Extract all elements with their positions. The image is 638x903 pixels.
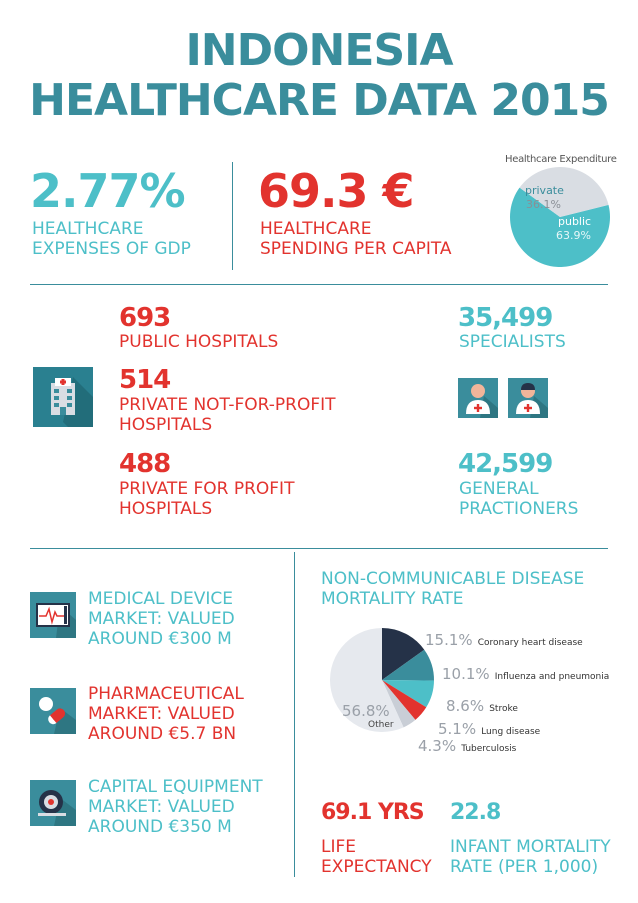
ncd-item-1-pct: 15.1% <box>425 631 473 649</box>
life-expectancy-label-2: EXPECTANCY <box>321 857 432 877</box>
ncd-item-1-name: Coronary heart disease <box>477 638 583 648</box>
ncd-other-pct: 56.8% <box>342 702 390 720</box>
medical-market-l2: MARKET: VALUED <box>88 609 235 629</box>
ncd-item-2 <box>442 664 609 683</box>
hospital-icon <box>33 367 93 427</box>
gdp-label-1: HEALTHCARE <box>32 219 144 239</box>
top-divider <box>232 162 233 270</box>
forprofit-hospitals-label-2: HOSPITALS <box>119 499 213 519</box>
divider-2 <box>30 548 608 549</box>
capita-value: 69.3 € <box>258 164 414 218</box>
pharma-market-l1: PHARMACEUTICAL <box>88 684 244 704</box>
specialists-label: SPECIALISTS <box>459 332 566 352</box>
bottom-divider <box>294 552 295 877</box>
public-hospitals-label: PUBLIC HOSPITALS <box>119 332 279 352</box>
ncd-item-3-name: Stroke <box>489 704 518 714</box>
ncd-title-1: NON-COMMUNICABLE DISEASE <box>321 569 585 589</box>
life-expectancy-value: 69.1 YRS <box>321 800 424 825</box>
gp-label-2: PRACTIONERS <box>459 499 579 519</box>
ncd-item-2-name: Influenza and pneumonia <box>494 672 610 682</box>
infant-mortality-label-1: INFANT MORTALITY <box>450 837 611 857</box>
ncd-title-2: MORTALITY RATE <box>321 589 464 609</box>
infant-mortality-label-2: RATE (PER 1,000) <box>450 857 599 877</box>
nonprofit-hospitals-label-2: HOSPITALS <box>119 415 213 435</box>
infant-mortality-value: 22.8 <box>450 800 501 825</box>
scanner-icon <box>30 780 76 826</box>
ncd-item-2-pct: 10.1% <box>442 665 490 683</box>
forprofit-hospitals-label-1: PRIVATE FOR PROFIT <box>119 479 295 499</box>
pharma-market-l3: AROUND €5.7 BN <box>88 724 237 744</box>
capital-market-l1: CAPITAL EQUIPMENT <box>88 777 263 797</box>
gdp-value: 2.77% <box>30 164 185 218</box>
pie-public-value: 63.9% <box>556 229 591 242</box>
ncd-item-5 <box>418 736 516 755</box>
capita-label-2: SPENDING PER CAPITA <box>260 239 452 259</box>
nonprofit-hospitals-label-1: PRIVATE NOT-FOR-PROFIT <box>119 395 336 415</box>
medical-market-l1: MEDICAL DEVICE <box>88 589 233 609</box>
ncd-other-name: Other <box>368 720 394 730</box>
ncd-item-5-name: Tuberculosis <box>461 744 517 754</box>
capita-label-1: HEALTHCARE <box>260 219 372 239</box>
ncd-item-4-pct: 5.1% <box>438 720 477 738</box>
ncd-item-1 <box>425 630 583 649</box>
capital-market-l3: AROUND €350 M <box>88 817 232 837</box>
life-expectancy-label-1: LIFE <box>321 837 357 857</box>
specialists-value: 35,499 <box>458 303 553 333</box>
nurse-icon <box>508 378 548 418</box>
forprofit-hospitals-value: 488 <box>119 449 171 479</box>
gdp-label-2: EXPENSES OF GDP <box>32 239 191 259</box>
ncd-item-3 <box>446 696 518 715</box>
nonprofit-hospitals-value: 514 <box>119 365 171 395</box>
ncd-item-4-name: Lung disease <box>481 727 541 737</box>
ncd-item-5-pct: 4.3% <box>418 737 457 755</box>
doctor-icon <box>458 378 498 418</box>
pie-private-value: 36.1% <box>526 198 561 211</box>
ncd-item-3-pct: 8.6% <box>446 697 485 715</box>
gp-label-1: GENERAL <box>459 479 539 499</box>
public-hospitals-value: 693 <box>119 303 171 333</box>
pharma-market-l2: MARKET: VALUED <box>88 704 235 724</box>
divider-1 <box>30 284 608 285</box>
pie-private-label: private <box>525 184 564 197</box>
pie-public-label: public <box>558 215 592 228</box>
gp-value: 42,599 <box>458 449 553 479</box>
pills-icon <box>30 688 76 734</box>
title-line-2: HEALTHCARE DATA 2015 <box>29 75 609 126</box>
capital-market-l2: MARKET: VALUED <box>88 797 235 817</box>
medical-market-l3: AROUND €300 M <box>88 629 232 649</box>
title-line-1: INDONESIA <box>185 25 453 76</box>
expenditure-title: Healthcare Expenditure <box>505 154 617 165</box>
ecg-monitor-icon <box>30 592 76 638</box>
